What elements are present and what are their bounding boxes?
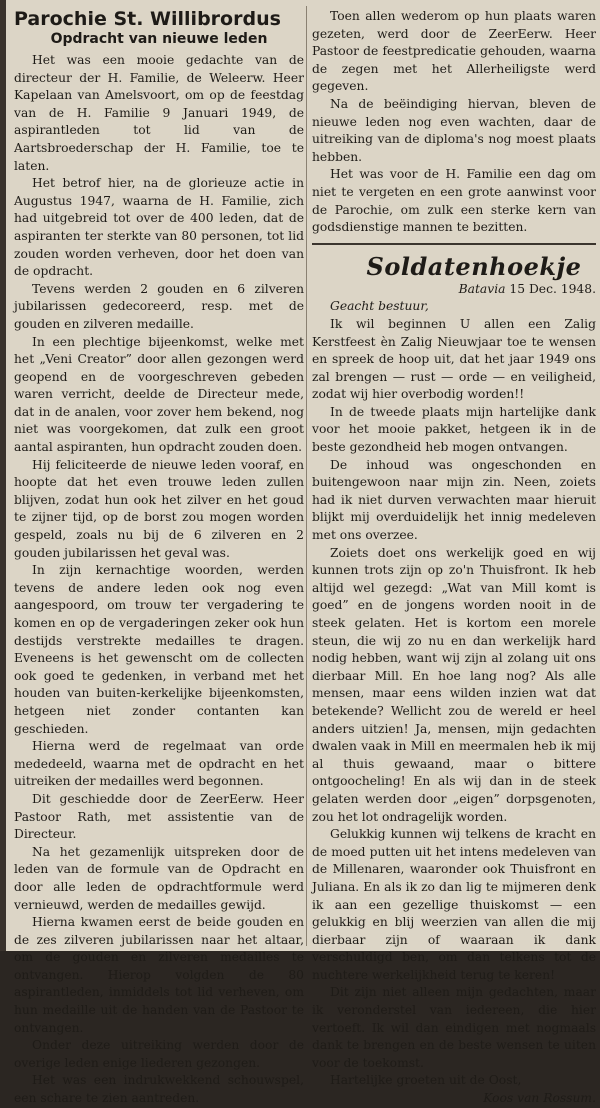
newspaper-page [6, 0, 600, 1106]
paragraph: Na de beëindiging hiervan, bleven de nieuwe leden nog even wachten, daar de uitreiking van de diploma's nog moest plaats hebben. [312, 96, 596, 164]
dateline-place: Batavia [458, 281, 506, 296]
closing-line: Hartelijke groeten uit de Oost, [330, 1073, 522, 1088]
paragraph: Zoiets doet ons werkelijk goed en wij kunnen trots zijn op zo'n Thuisfront. Ik heb altijd wel gezegd: „Wat van Mill komt is goed” en de jongens worden nooit in de steek gelaten. Het is kortom een morele steun, die wij zo nu en dan werkelijk hard nodig hebben, want wij zijn al zolang uit ons dierbaar Mill. En hoe lang nog? Als alle mensen, maar eens wilden inzien wat dat betekende? Wellicht zou de wereld er heel anders uitzien! Ja, mensen, mijn gedachten dwalen vaak in Mill en meermalen heb ik mij al thuis gewaand, maar o bittere ontgoocheling! En als wij dan in de steek gelaten werden door „eigen” dorpsgenoten, zou het lot ondragelijk worden. [312, 545, 596, 824]
paragraph: Hij feliciteerde de nieuwe leden vooraf, en hoopte dat het even trouwe leden zullen blijven, zodat hun ook het zilver en het goud te zijner tijd, op de borst zou mogen worden gespeld, zoals nu bij de 6 zilveren en 2 gouden jubilarissen het geval was. [14, 457, 304, 560]
paragraph: Tevens werden 2 gouden en 6 zilveren jubilarissen gedecoreerd, resp. met de gouden en zilveren medaille. [14, 281, 304, 331]
column-divider [306, 6, 307, 946]
paragraph: Toen allen wederom op hun plaats waren gezeten, werd door de ZeerEerw. Heer Pastoor de feestpredicatie gehouden, waarna de zegen met het Allerheiligste werd gegeven. [312, 9, 596, 94]
paragraph: Na het gezamenlijk uitspreken door de leden van de formule van de Opdracht en door alle leden de opdrachtformule werd vernieuwd, werden de medailles gewijd. [14, 844, 304, 912]
paragraph: Dit geschiedde door de ZeerEerw. Heer Pastoor Rath, met assistentie van de Directeur. [14, 791, 304, 842]
paragraph: Hierna werd de regelmaat van orde mededeeld, waarna met de opdracht en het uitreiken der medailles werd begonnen. [14, 739, 304, 789]
paragraph: Het was voor de H. Familie een dag om niet te vergeten en een grote aanwinst voor de Parochie, om zulk een sterke kern van godsdienstige mannen te bezitten. [312, 167, 596, 235]
signature: Koos van Rossum. [483, 1091, 596, 1106]
salutation: Geacht bestuur, [330, 299, 429, 314]
right-column [312, 8, 596, 1108]
paragraph: Het was een mooie gedachte van de directeur der H. Familie, de Weleerw. Heer Kapelaan van Amelsvoort, om op de feestdag van de H. Familie 9 Januari 1949, de aspirantleden tot lid van de Aartsbroederschap der H. Familie, toe te laten. [14, 53, 304, 173]
paragraph: Het betrof hier, na de glorieuze actie in Augustus 1947, waarna de H. Familie, zich had uitgebreid tot over de 400 leden, dat de aspiranten ter sterkte van 80 personen, tot lid zouden worden verheven, door het doen van de opdracht. [14, 176, 304, 279]
paragraph: Het was een indrukwekkend schouwspel, een schare te zien aantreden. [14, 1073, 304, 1106]
article-title: Parochie St. Willibrordus [14, 8, 281, 30]
soldatenhoekje-heading: Soldatenhoekje [366, 251, 582, 281]
paragraph: Ik wil beginnen U allen een Zalig Kerstfeest èn Zalig Nieuwjaar toe te wensen en spreek de hoop uit, dat het jaar 1949 ons zal brengen — rust — orde — en veiligheid, zodat wij hier overbodig worden!! [312, 316, 596, 402]
paragraph: In zijn kernachtige woorden, werden tevens de andere leden ook nog even aangespoord, om trouw ter vergadering te komen en op de vergaderingen zeker ook hun destijds verstrekte medailles te dragen. Eveneens is het gewenscht om de collecten ook goed te gedenken, in verband met het houden van buiten-kerkelijke bijeenkomsten, hetgeen niet zonder contanten kan geschieden. [14, 563, 304, 736]
paragraph: De inhoud was ongeschonden en buitengewoon naar mijn zin. Neen, zoiets had ik niet durven verwachten maar hieruit blijkt mij overduidelijk het innig medeleven met ons overzee. [312, 457, 596, 543]
dateline-date: 15 Dec. 1948. [509, 281, 596, 296]
section-rule [312, 243, 596, 245]
paragraph: In de tweede plaats mijn hartelijke dank voor het mooie pakket, hetgeen ik in de beste gezondheid heb mogen ontvangen. [312, 404, 596, 455]
paragraph: Hierna kwamen eerst de beide gouden en de zes zilveren jubilarissen naar het altaar, om de gouden en zilveren medailles te ontvangen. Hierop volgden de 80 aspirantleden, inmiddels tot lid verheven, om hun medaille uit de handen van de Pastoor te ontvangen. [14, 915, 304, 1035]
left-column [14, 8, 304, 1108]
paragraph: In een plechtige bijeenkomst, welke met het „Veni Creator” door allen gezongen werd geopend en de voorgeschreven gebeden waren verricht, deelde de Directeur mede, dat in de analen, voor zover hem bekend, nog niet was voorgekomen, dat zulk een groot aantal aspiranten, hun opdracht zouden doen. [14, 334, 304, 455]
paragraph: Dit zijn niet alleen mijn gedachten, maar ik veronderstel van iedereen, die hier vertoeft. Ik wil dan eindigen met nogmaals dank te brengen en de beste wensen te uiten voor de toekomst. [312, 985, 596, 1070]
paragraph: Onder deze uitreiking werden door de overige leden enige liederen gezongen. [14, 1038, 304, 1070]
dateline [312, 281, 596, 299]
paragraph: Gelukkig kunnen wij telkens de kracht en de moed putten uit het intens medeleven van de Millenaren, waaronder ook Thuisfront en Juliana. En als ik zo dan lig te mijmeren denk ik aan een gezellige thuiskomst — een gelukkig en blij weerzien van allen die mij dierbaar zijn of waaraan ik dank verschuldigd ben, om dan telkens tot de nuchtere werkelijkheid terug te keren! [312, 827, 596, 982]
article-subtitle: Opdracht van nieuwe leden [50, 31, 268, 47]
